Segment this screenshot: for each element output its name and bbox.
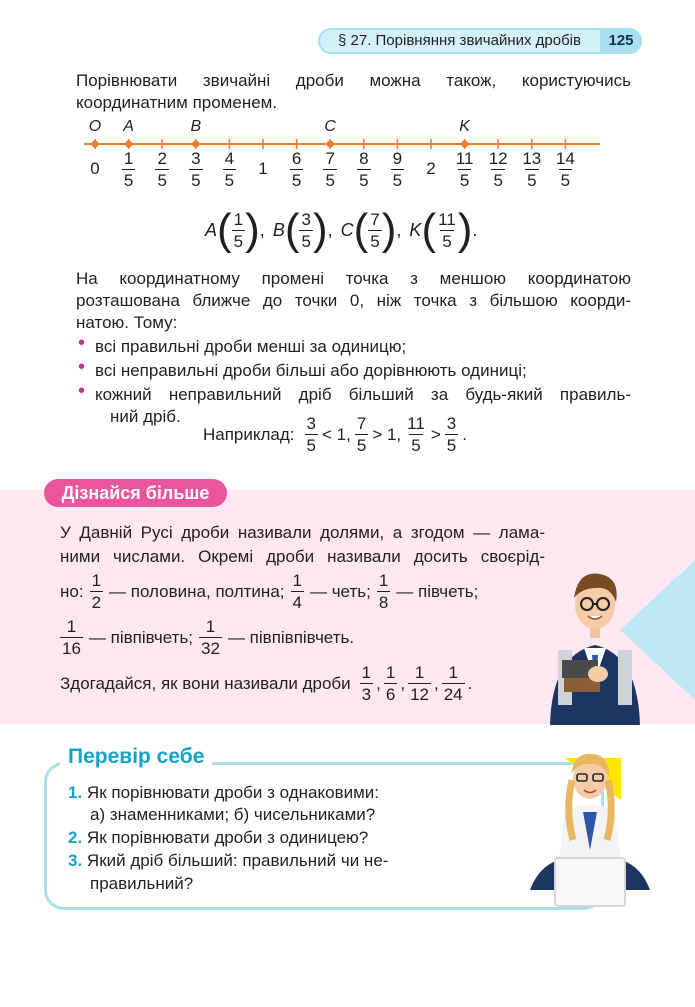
intro-line-1: Порівнювати звичайні дроби можна також, користуючись (76, 71, 631, 90)
question-text: Як порівнювати дроби з одиницею? (86, 828, 369, 847)
tick-label-fraction: $\frac{3}{5}$ (191, 149, 201, 190)
point-label-a: A (123, 118, 134, 135)
coordinates-row (205, 205, 478, 254)
rule-line-3: натою. Тому: (76, 313, 178, 332)
coord-c-fraction: $\frac{7}{5}$ (370, 209, 380, 251)
paren-close: ) (312, 205, 328, 254)
tick-label-fraction: $\frac{11}{5}$ (455, 149, 474, 190)
coord-a-label: A (205, 219, 218, 240)
point-label-b: B (190, 118, 202, 135)
paren-close: ) (381, 205, 397, 254)
tick-label-fraction: $\frac{2}{5}$ (157, 149, 167, 190)
point-dot (461, 141, 468, 148)
question-1-cont: а) знаменниками; б) чисельниками? (90, 805, 376, 824)
fraction-sixteenth: $\frac{1}{16}$ (62, 617, 81, 658)
example-fraction: $\frac{3}{5}$ (446, 414, 457, 455)
fraction-twelfth: $\frac{1}{12}$ (410, 663, 429, 704)
learn-line-5 (60, 664, 472, 703)
question-number: 3. (68, 851, 83, 870)
bullet-2: всі неправильні дроби більші або дорівнюють одиниці; (95, 361, 527, 380)
tick-label-whole: 1 (258, 159, 268, 178)
period: . (472, 219, 478, 240)
section-title: § 27. Порівняння звичайних дробів (338, 32, 581, 49)
tick-label-fraction: $\frac{14}{5}$ (555, 149, 575, 190)
example-fraction: $\frac{3}{5}$ (306, 414, 317, 455)
example-label: Наприклад: (203, 424, 295, 444)
coord-k-fraction: $\frac{11}{5}$ (438, 209, 456, 251)
point-label-o: O (88, 118, 102, 135)
bullet-3: кожний неправильний дріб більший за будь-який правиль- (95, 385, 631, 404)
page-number: 125 (600, 28, 642, 54)
example-row (203, 415, 467, 454)
fraction-sixth: $\frac{1}{6}$ (385, 663, 396, 704)
coord-k-label: K (409, 219, 422, 240)
fraction-thirtysecond: $\frac{1}{32}$ (201, 617, 220, 658)
point-dot (327, 141, 334, 148)
rule-line-1: На координатному промені точка з меншою координатою (76, 269, 631, 288)
tick-label-fraction: $\frac{1}{5}$ (123, 149, 134, 190)
paren-open: ( (421, 205, 437, 254)
learn-line-3 (60, 572, 478, 611)
learn-more-label: Дізнайся більше (44, 479, 227, 507)
text: — півчеть; (396, 581, 479, 601)
bullet-3-cont: ний дріб. (110, 407, 181, 426)
paren-open: ( (217, 205, 232, 254)
tick-label-fraction: $\frac{13}{5}$ (522, 149, 542, 190)
paren-open: ( (353, 205, 369, 254)
text: Здогадайся, як вони називали дроби (60, 673, 351, 693)
bullet-dot: • (78, 356, 86, 378)
question-text: Як порівнювати дроби з однаковими: (86, 783, 380, 802)
period: . (462, 424, 467, 444)
fraction-half: $\frac{1}{2}$ (91, 571, 102, 612)
tick-label-fraction: $\frac{6}{5}$ (291, 149, 302, 190)
tick-label-fraction: $\frac{9}{5}$ (392, 149, 403, 190)
separator: , (259, 219, 265, 240)
check-yourself-title: Перевір себе (60, 745, 212, 769)
example-fraction: $\frac{11}{5}$ (407, 414, 425, 455)
fraction-twentyfourth: $\frac{1}{24}$ (443, 663, 463, 704)
point-label-c: C (324, 118, 336, 135)
girl-with-laptop-illustration (525, 740, 655, 910)
text: но: (60, 581, 84, 601)
point-dot (125, 141, 132, 148)
boy-with-books-illustration (540, 560, 650, 725)
question-2 (68, 827, 368, 849)
bullet-dot: • (78, 380, 86, 402)
paren-close: ) (457, 205, 473, 254)
learn-line-1: У Давній Русі дроби називали долями, а згодом — лама- (60, 523, 545, 542)
coord-c-label: C (340, 219, 354, 240)
example-fraction: $\frac{7}{5}$ (356, 414, 367, 455)
separator: , (327, 219, 333, 240)
separator: , (396, 219, 402, 240)
point-dot (192, 141, 199, 148)
intro-line-2: координатним променем. (76, 93, 278, 112)
relation: > (430, 424, 441, 444)
coord-b-fraction: $\frac{3}{5}$ (301, 209, 311, 251)
number-line-axis (0, 132, 695, 162)
comma: , (400, 673, 406, 693)
question-number: 1. (68, 783, 83, 802)
fraction-third: $\frac{1}{3}$ (361, 663, 372, 704)
comma: , (433, 673, 439, 693)
text: — півпівпівчеть. (227, 627, 355, 647)
fraction-eighth: $\frac{1}{8}$ (378, 571, 389, 612)
tick-label-fraction: $\frac{8}{5}$ (359, 149, 369, 190)
question-1 (68, 782, 379, 804)
tick-label-fraction: $\frac{7}{5}$ (325, 149, 335, 190)
point-dot (92, 141, 99, 148)
text: — півпівчеть; (88, 627, 194, 647)
fraction-quarter: $\frac{1}{4}$ (292, 571, 302, 612)
tick-label-whole: 2 (426, 159, 436, 178)
tick-label-fraction: $\frac{12}{5}$ (488, 149, 508, 190)
paren-open: ( (284, 205, 300, 254)
number-line (0, 110, 695, 200)
question-text: Який дріб більший: правильний чи не- (86, 851, 389, 870)
tick-label-whole: 0 (90, 159, 100, 178)
bullet-1: всі правильні дроби менші за одиницю; (95, 337, 407, 356)
text: — половина, полтина; (109, 581, 285, 601)
question-3 (68, 850, 388, 872)
point-label-k: K (459, 118, 470, 135)
bullet-dot: • (78, 332, 86, 354)
tick-label-fraction: $\frac{4}{5}$ (224, 149, 235, 190)
question-number: 2. (68, 828, 83, 847)
text: — четь; (309, 581, 371, 601)
relation: < 1, (322, 424, 351, 444)
learn-line-4 (60, 618, 354, 657)
comma: , (376, 673, 381, 693)
rule-line-2: розташована ближче до точки 0, ніж точка з більшою коорди- (76, 291, 631, 310)
coord-a-fraction: $\frac{1}{5}$ (233, 209, 244, 251)
learn-line-2: ними числами. Окремі дроби називали досить своєрід- (60, 547, 545, 566)
question-3-cont: правильний? (90, 874, 194, 893)
relation: > 1, (372, 424, 402, 444)
period: . (467, 673, 473, 693)
coord-b-label: B (272, 219, 285, 240)
paren-close: ) (245, 205, 260, 254)
